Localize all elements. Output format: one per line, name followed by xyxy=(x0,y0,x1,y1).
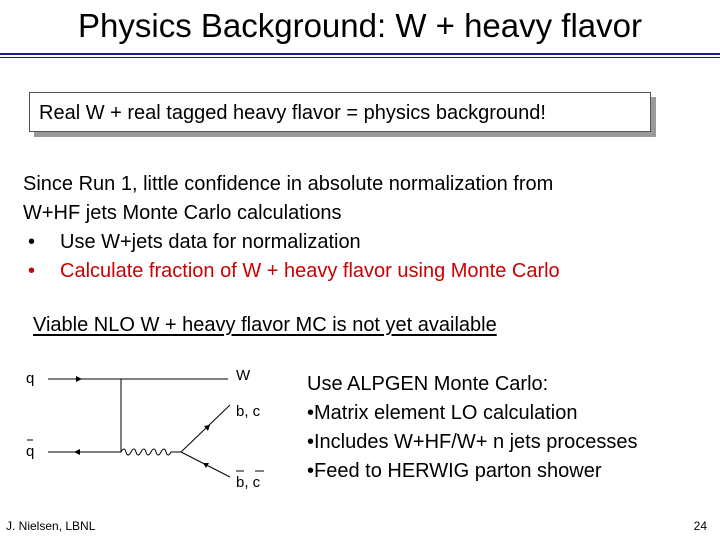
bullet-marker: • xyxy=(28,231,36,253)
alpgen-item: •Includes W+HF/W+ n jets processes xyxy=(307,431,638,453)
bullet-marker: • xyxy=(28,260,36,282)
title-divider xyxy=(0,53,720,55)
underlined-note: Viable NLO W + heavy flavor MC is not yet available xyxy=(33,314,497,336)
gluon-line xyxy=(121,449,181,455)
title-divider-thin xyxy=(0,57,720,58)
antiquark-arrow-bottom xyxy=(74,449,80,455)
callout-box: Real W + real tagged heavy flavor = physics background! xyxy=(29,92,651,132)
alpgen-heading: Use ALPGEN Monte Carlo: xyxy=(307,373,549,395)
alpgen-item: •Matrix element LO calculation xyxy=(307,402,578,424)
label-qbar: q xyxy=(26,443,35,460)
label-w: W xyxy=(236,367,251,384)
quark-arrow-top xyxy=(76,376,82,382)
bullet-item xyxy=(23,257,703,286)
label-top-pair: b, c xyxy=(236,403,261,420)
alpgen-block xyxy=(307,370,637,486)
bullet-text: Calculate fraction of W + heavy flavor using Monte Carlo xyxy=(60,260,560,282)
intro-line-1: Since Run 1, little confidence in absolute normalization from xyxy=(23,173,554,195)
heavy-quark-line xyxy=(181,405,230,452)
bullet-item xyxy=(23,228,703,257)
footer-author: J. Nielsen, LBNL xyxy=(6,519,96,533)
body-text xyxy=(23,170,703,286)
alpgen-item: •Feed to HERWIG parton shower xyxy=(307,460,602,482)
label-bottom-pair: b, c xyxy=(236,474,261,491)
bullet-text: Use W+jets data for normalization xyxy=(60,231,361,253)
intro-line-2: W+HF jets Monte Carlo calculations xyxy=(23,202,342,224)
slide-title: Physics Background: W + heavy flavor xyxy=(78,7,642,44)
page-number: 24 xyxy=(693,519,707,533)
label-q: q xyxy=(26,370,35,387)
heavy-quark-arrow xyxy=(204,425,210,431)
feynman-diagram xyxy=(18,360,288,495)
